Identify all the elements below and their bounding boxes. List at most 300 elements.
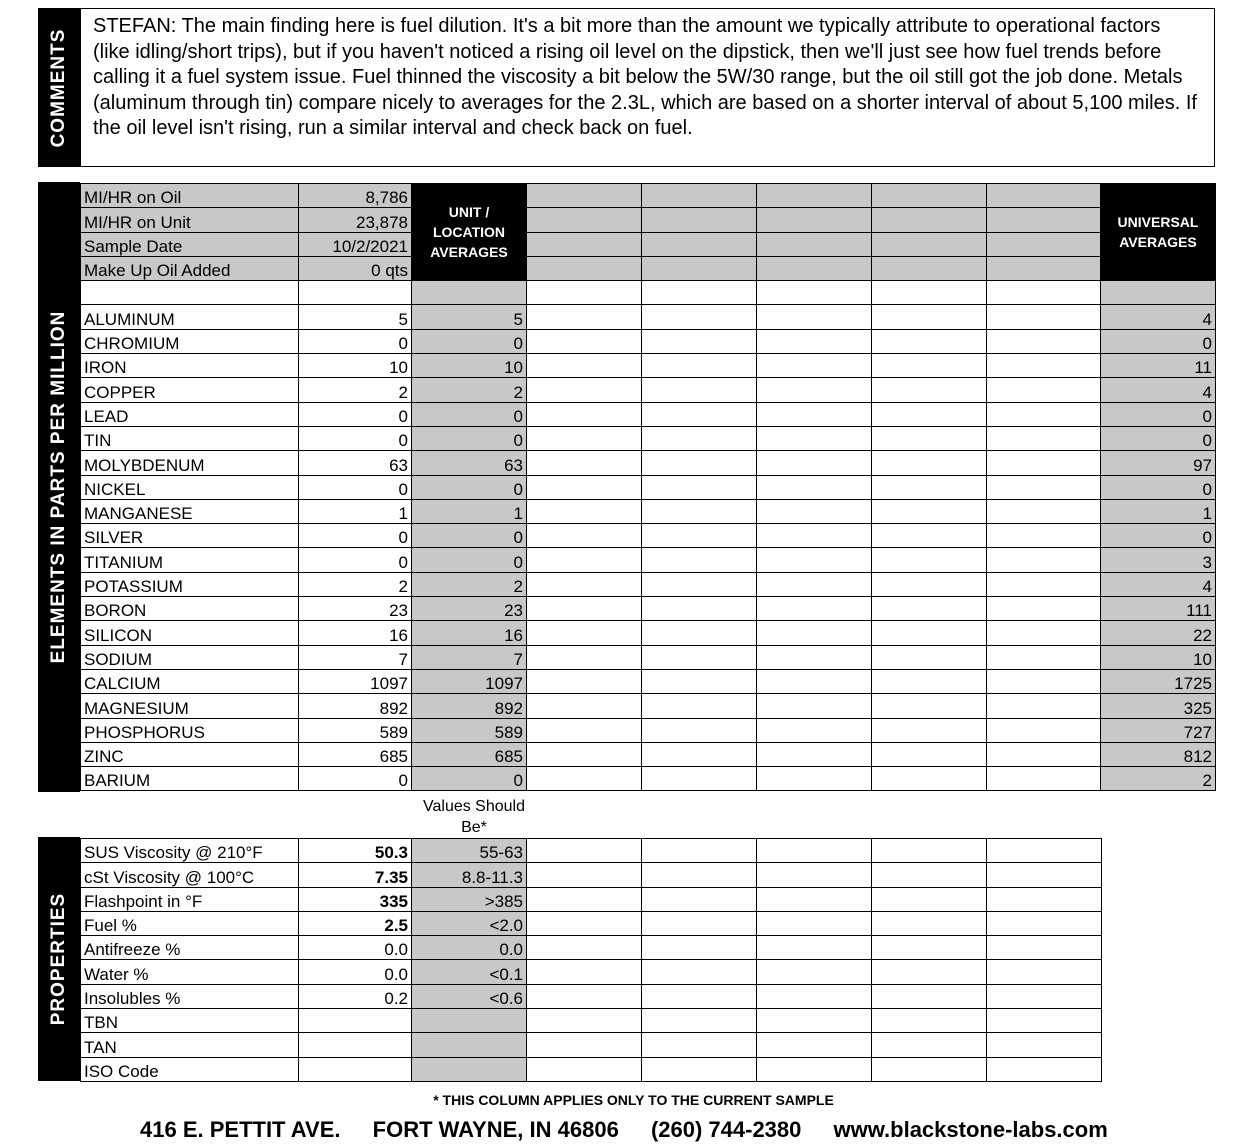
- element-name: CHROMIUM: [81, 329, 299, 353]
- history-cell: [642, 329, 757, 353]
- property-value: 0.0: [299, 936, 412, 960]
- element-unit-average: 63: [412, 451, 527, 475]
- history-cell: [872, 718, 987, 742]
- history-cell: [872, 402, 987, 426]
- history-cell: [527, 887, 642, 911]
- footnote: * THIS COLUMN APPLIES ONLY TO THE CURRENT SAMPLE: [433, 1092, 834, 1108]
- element-value: 2: [299, 572, 412, 596]
- element-name: ZINC: [81, 742, 299, 766]
- history-cell: [987, 645, 1101, 669]
- element-row: [81, 524, 1216, 548]
- history-cell: [527, 572, 642, 596]
- property-row: [81, 863, 1102, 887]
- element-universal-average: 0: [1101, 402, 1216, 426]
- history-cell: [642, 645, 757, 669]
- sample-info-value: 8,786: [299, 184, 412, 208]
- element-universal-average: 97: [1101, 451, 1216, 475]
- history-cell: [642, 984, 757, 1008]
- element-universal-average: 22: [1101, 621, 1216, 645]
- property-row: [81, 911, 1102, 935]
- sample-info-label: MI/HR on Oil: [81, 184, 299, 208]
- history-cell: [527, 378, 642, 402]
- element-unit-average: 23: [412, 597, 527, 621]
- element-unit-average: 589: [412, 718, 527, 742]
- history-cell: [642, 742, 757, 766]
- footer-website[interactable]: www.blackstone-labs.com: [833, 1117, 1108, 1142]
- spacer-cell: [527, 281, 642, 305]
- element-row: [81, 621, 1216, 645]
- comments-label-text: COMMENTS: [48, 28, 69, 147]
- history-cell: [642, 378, 757, 402]
- history-cell: [987, 402, 1101, 426]
- element-universal-average: 325: [1101, 694, 1216, 718]
- elements-label-text: ELEMENTS IN PARTS PER MILLION: [48, 310, 69, 664]
- history-cell: [527, 621, 642, 645]
- history-cell: [757, 960, 872, 984]
- history-cell: [987, 742, 1101, 766]
- element-unit-average: 685: [412, 742, 527, 766]
- history-cell: [757, 378, 872, 402]
- element-name: IRON: [81, 354, 299, 378]
- history-cell: [872, 208, 987, 232]
- history-cell: [872, 305, 987, 329]
- history-cell: [757, 305, 872, 329]
- element-universal-average: 0: [1101, 475, 1216, 499]
- element-name: SODIUM: [81, 645, 299, 669]
- history-cell: [987, 378, 1101, 402]
- element-name: MANGANESE: [81, 499, 299, 523]
- history-cell: [642, 621, 757, 645]
- element-unit-average: 0: [412, 426, 527, 450]
- history-cell: [642, 354, 757, 378]
- history-cell: [642, 475, 757, 499]
- history-cell: [757, 887, 872, 911]
- history-cell: [757, 208, 872, 232]
- property-row: [81, 1009, 1102, 1033]
- element-unit-average: 7: [412, 645, 527, 669]
- element-universal-average: 4: [1101, 378, 1216, 402]
- property-row: [81, 839, 1102, 863]
- element-row: [81, 548, 1216, 572]
- elements-table: [80, 183, 1216, 791]
- universal-averages-header: UNIVERSAL AVERAGES: [1101, 184, 1216, 281]
- history-cell: [872, 936, 987, 960]
- history-cell: [757, 402, 872, 426]
- history-cell: [872, 645, 987, 669]
- element-universal-average: 1725: [1101, 669, 1216, 693]
- history-cell: [757, 718, 872, 742]
- property-should-be: [412, 1009, 527, 1033]
- history-cell: [872, 742, 987, 766]
- element-row: [81, 329, 1216, 353]
- history-cell: [872, 1057, 987, 1081]
- element-value: 5: [299, 305, 412, 329]
- element-universal-average: 812: [1101, 742, 1216, 766]
- element-row: [81, 305, 1216, 329]
- history-cell: [527, 960, 642, 984]
- property-should-be: <2.0: [412, 911, 527, 935]
- history-cell: [872, 524, 987, 548]
- history-cell: [527, 426, 642, 450]
- history-cell: [527, 936, 642, 960]
- element-value: 7: [299, 645, 412, 669]
- history-cell: [757, 256, 872, 280]
- history-cell: [872, 426, 987, 450]
- sample-info-row: [81, 184, 1216, 208]
- comments-box: [80, 8, 1215, 167]
- element-universal-average: 11: [1101, 354, 1216, 378]
- history-cell: [642, 256, 757, 280]
- property-row: [81, 960, 1102, 984]
- element-value: 0: [299, 524, 412, 548]
- history-cell: [757, 597, 872, 621]
- history-cell: [527, 256, 642, 280]
- element-universal-average: 4: [1101, 305, 1216, 329]
- history-cell: [642, 887, 757, 911]
- history-cell: [757, 548, 872, 572]
- property-name: Flashpoint in °F: [81, 887, 299, 911]
- element-row: [81, 402, 1216, 426]
- element-row: [81, 767, 1216, 791]
- element-universal-average: 0: [1101, 329, 1216, 353]
- history-cell: [987, 426, 1101, 450]
- element-value: 1: [299, 499, 412, 523]
- history-cell: [642, 524, 757, 548]
- history-cell: [757, 936, 872, 960]
- element-row: [81, 645, 1216, 669]
- element-value: 63: [299, 451, 412, 475]
- history-cell: [872, 863, 987, 887]
- spacer-cell: [299, 281, 412, 305]
- history-cell: [987, 329, 1101, 353]
- element-universal-average: 111: [1101, 597, 1216, 621]
- element-universal-average: 4: [1101, 572, 1216, 596]
- history-cell: [872, 839, 987, 863]
- property-should-be: >385: [412, 887, 527, 911]
- element-value: 23: [299, 597, 412, 621]
- property-value: [299, 1057, 412, 1081]
- history-cell: [987, 839, 1102, 863]
- element-name: MAGNESIUM: [81, 694, 299, 718]
- history-cell: [527, 984, 642, 1008]
- element-universal-average: 10: [1101, 645, 1216, 669]
- element-universal-average: 727: [1101, 718, 1216, 742]
- element-name: TITANIUM: [81, 548, 299, 572]
- sample-info-value: 10/2/2021: [299, 232, 412, 256]
- history-cell: [757, 184, 872, 208]
- property-name: SUS Viscosity @ 210°F: [81, 839, 299, 863]
- history-cell: [987, 208, 1101, 232]
- history-cell: [987, 863, 1102, 887]
- history-cell: [987, 1009, 1102, 1033]
- history-cell: [987, 1033, 1102, 1057]
- history-cell: [987, 305, 1101, 329]
- history-cell: [987, 669, 1101, 693]
- sample-info-label: Sample Date: [81, 232, 299, 256]
- history-cell: [757, 1033, 872, 1057]
- history-cell: [987, 572, 1101, 596]
- history-cell: [987, 475, 1101, 499]
- values-should-be-label: Values Should Be*: [423, 798, 525, 836]
- element-name: POTASSIUM: [81, 572, 299, 596]
- element-row: [81, 426, 1216, 450]
- history-cell: [642, 1009, 757, 1033]
- element-value: 0: [299, 475, 412, 499]
- history-cell: [757, 863, 872, 887]
- element-unit-average: 0: [412, 548, 527, 572]
- history-cell: [757, 451, 872, 475]
- history-cell: [872, 694, 987, 718]
- history-cell: [872, 572, 987, 596]
- comment-text: STEFAN: The main finding here is fuel dilution. It's a bit more than the amount we typically attribute to operational factors (like idling/short trips), but if you haven't noticed a rising oil level on the dipstick, then we'll just see how fuel trends before calling it a fuel system issue. Fuel thinned the viscosity a bit below the 5W/30 range, but the oil still got the job done. Metals (aluminum through tin) compare nicely to averages for the 2.3L, which are based on a shorter interval of about 5,100 miles. If the oil level isn't rising, run a similar interval and check back on fuel.: [93, 15, 1197, 139]
- element-value: 0: [299, 426, 412, 450]
- history-cell: [757, 329, 872, 353]
- property-should-be: [412, 1033, 527, 1057]
- history-cell: [527, 669, 642, 693]
- history-cell: [872, 1033, 987, 1057]
- property-value: 0.0: [299, 960, 412, 984]
- history-cell: [757, 1009, 872, 1033]
- history-cell: [872, 984, 987, 1008]
- property-row: [81, 887, 1102, 911]
- history-cell: [642, 767, 757, 791]
- history-cell: [872, 475, 987, 499]
- history-cell: [642, 597, 757, 621]
- history-cell: [642, 718, 757, 742]
- element-unit-average: 0: [412, 475, 527, 499]
- history-cell: [872, 354, 987, 378]
- history-cell: [527, 742, 642, 766]
- history-cell: [527, 524, 642, 548]
- element-name: TIN: [81, 426, 299, 450]
- history-cell: [987, 960, 1102, 984]
- element-unit-average: 0: [412, 524, 527, 548]
- history-cell: [527, 1033, 642, 1057]
- history-cell: [757, 984, 872, 1008]
- element-unit-average: 5: [412, 305, 527, 329]
- history-cell: [987, 524, 1101, 548]
- property-should-be: <0.6: [412, 984, 527, 1008]
- history-cell: [872, 329, 987, 353]
- element-row: [81, 499, 1216, 523]
- element-name: SILVER: [81, 524, 299, 548]
- history-cell: [527, 184, 642, 208]
- element-value: 0: [299, 767, 412, 791]
- sample-info-row: [81, 256, 1216, 280]
- spacer-cell: [642, 281, 757, 305]
- properties-section-label: [38, 837, 80, 1081]
- spacer-cell: [987, 281, 1101, 305]
- history-cell: [987, 767, 1101, 791]
- history-cell: [987, 718, 1101, 742]
- history-cell: [757, 354, 872, 378]
- history-cell: [872, 911, 987, 935]
- history-cell: [872, 597, 987, 621]
- element-unit-average: 16: [412, 621, 527, 645]
- history-cell: [642, 232, 757, 256]
- history-cell: [872, 1009, 987, 1033]
- element-unit-average: 0: [412, 402, 527, 426]
- history-cell: [757, 426, 872, 450]
- element-row: [81, 718, 1216, 742]
- element-name: BORON: [81, 597, 299, 621]
- history-cell: [642, 548, 757, 572]
- history-cell: [642, 208, 757, 232]
- property-name: cSt Viscosity @ 100°C: [81, 863, 299, 887]
- element-universal-average: 2: [1101, 767, 1216, 791]
- element-universal-average: 0: [1101, 426, 1216, 450]
- spacer-row: [81, 281, 1216, 305]
- property-name: Insolubles %: [81, 984, 299, 1008]
- element-value: 589: [299, 718, 412, 742]
- history-cell: [642, 499, 757, 523]
- property-row: [81, 984, 1102, 1008]
- history-cell: [987, 354, 1101, 378]
- history-cell: [642, 911, 757, 935]
- history-cell: [642, 402, 757, 426]
- property-name: Antifreeze %: [81, 936, 299, 960]
- element-unit-average: 1097: [412, 669, 527, 693]
- history-cell: [987, 548, 1101, 572]
- history-cell: [642, 1057, 757, 1081]
- history-cell: [527, 305, 642, 329]
- history-cell: [527, 208, 642, 232]
- element-row: [81, 669, 1216, 693]
- history-cell: [757, 499, 872, 523]
- history-cell: [987, 936, 1102, 960]
- history-cell: [642, 305, 757, 329]
- property-value: 7.35: [299, 863, 412, 887]
- property-name: ISO Code: [81, 1057, 299, 1081]
- property-name: Fuel %: [81, 911, 299, 935]
- history-cell: [642, 451, 757, 475]
- history-cell: [527, 645, 642, 669]
- history-cell: [872, 887, 987, 911]
- history-cell: [757, 742, 872, 766]
- property-should-be: 8.8-11.3: [412, 863, 527, 887]
- history-cell: [527, 402, 642, 426]
- history-cell: [987, 621, 1101, 645]
- element-row: [81, 597, 1216, 621]
- history-cell: [642, 1033, 757, 1057]
- history-cell: [527, 548, 642, 572]
- element-name: COPPER: [81, 378, 299, 402]
- property-value: [299, 1009, 412, 1033]
- property-row: [81, 1057, 1102, 1081]
- history-cell: [872, 232, 987, 256]
- history-cell: [527, 767, 642, 791]
- history-cell: [872, 451, 987, 475]
- property-value: 50.3: [299, 839, 412, 863]
- history-cell: [642, 960, 757, 984]
- history-cell: [757, 911, 872, 935]
- element-name: CALCIUM: [81, 669, 299, 693]
- element-unit-average: 0: [412, 767, 527, 791]
- spacer-cell: [757, 281, 872, 305]
- unit-location-averages-header: UNIT / LOCATION AVERAGES: [412, 184, 527, 281]
- element-unit-average: 10: [412, 354, 527, 378]
- element-unit-average: 2: [412, 572, 527, 596]
- properties-label-text: PROPERTIES: [48, 892, 69, 1026]
- element-name: MOLYBDENUM: [81, 451, 299, 475]
- element-value: 16: [299, 621, 412, 645]
- footer-phone: (260) 744-2380: [650, 1117, 802, 1142]
- element-name: ALUMINUM: [81, 305, 299, 329]
- sample-info-value: 23,878: [299, 208, 412, 232]
- property-row: [81, 1033, 1102, 1057]
- history-cell: [872, 499, 987, 523]
- element-universal-average: 1: [1101, 499, 1216, 523]
- history-cell: [987, 451, 1101, 475]
- property-value: 2.5: [299, 911, 412, 935]
- history-cell: [527, 863, 642, 887]
- history-cell: [527, 329, 642, 353]
- sample-info-value: 0 qts: [299, 256, 412, 280]
- spacer-cell: [412, 281, 527, 305]
- history-cell: [757, 669, 872, 693]
- history-cell: [757, 621, 872, 645]
- property-should-be: 0.0: [412, 936, 527, 960]
- history-cell: [757, 475, 872, 499]
- history-cell: [757, 839, 872, 863]
- element-row: [81, 742, 1216, 766]
- history-cell: [527, 232, 642, 256]
- history-cell: [527, 1009, 642, 1033]
- history-cell: [872, 669, 987, 693]
- history-cell: [987, 911, 1102, 935]
- property-name: Water %: [81, 960, 299, 984]
- element-unit-average: 2: [412, 378, 527, 402]
- element-value: 0: [299, 548, 412, 572]
- sample-info-row: [81, 208, 1216, 232]
- history-cell: [987, 597, 1101, 621]
- element-row: [81, 694, 1216, 718]
- comments-section-label: [38, 8, 80, 167]
- history-cell: [527, 354, 642, 378]
- history-cell: [757, 572, 872, 596]
- history-cell: [987, 984, 1102, 1008]
- history-cell: [527, 475, 642, 499]
- elements-section-label: [38, 182, 80, 792]
- element-value: 1097: [299, 669, 412, 693]
- history-cell: [757, 1057, 872, 1081]
- history-cell: [987, 232, 1101, 256]
- element-value: 2: [299, 378, 412, 402]
- property-should-be: 55-63: [412, 839, 527, 863]
- sample-info-row: [81, 232, 1216, 256]
- history-cell: [872, 184, 987, 208]
- history-cell: [642, 936, 757, 960]
- property-should-be: [412, 1057, 527, 1081]
- history-cell: [757, 645, 872, 669]
- history-cell: [757, 694, 872, 718]
- history-cell: [527, 451, 642, 475]
- footer: [140, 1117, 1134, 1143]
- history-cell: [987, 694, 1101, 718]
- spacer-cell: [1101, 281, 1216, 305]
- element-name: PHOSPHORUS: [81, 718, 299, 742]
- history-cell: [642, 426, 757, 450]
- history-cell: [527, 694, 642, 718]
- element-row: [81, 378, 1216, 402]
- element-name: LEAD: [81, 402, 299, 426]
- sample-info-label: Make Up Oil Added: [81, 256, 299, 280]
- property-value: [299, 1033, 412, 1057]
- sample-info-label: MI/HR on Unit: [81, 208, 299, 232]
- element-value: 0: [299, 402, 412, 426]
- history-cell: [872, 378, 987, 402]
- history-cell: [872, 767, 987, 791]
